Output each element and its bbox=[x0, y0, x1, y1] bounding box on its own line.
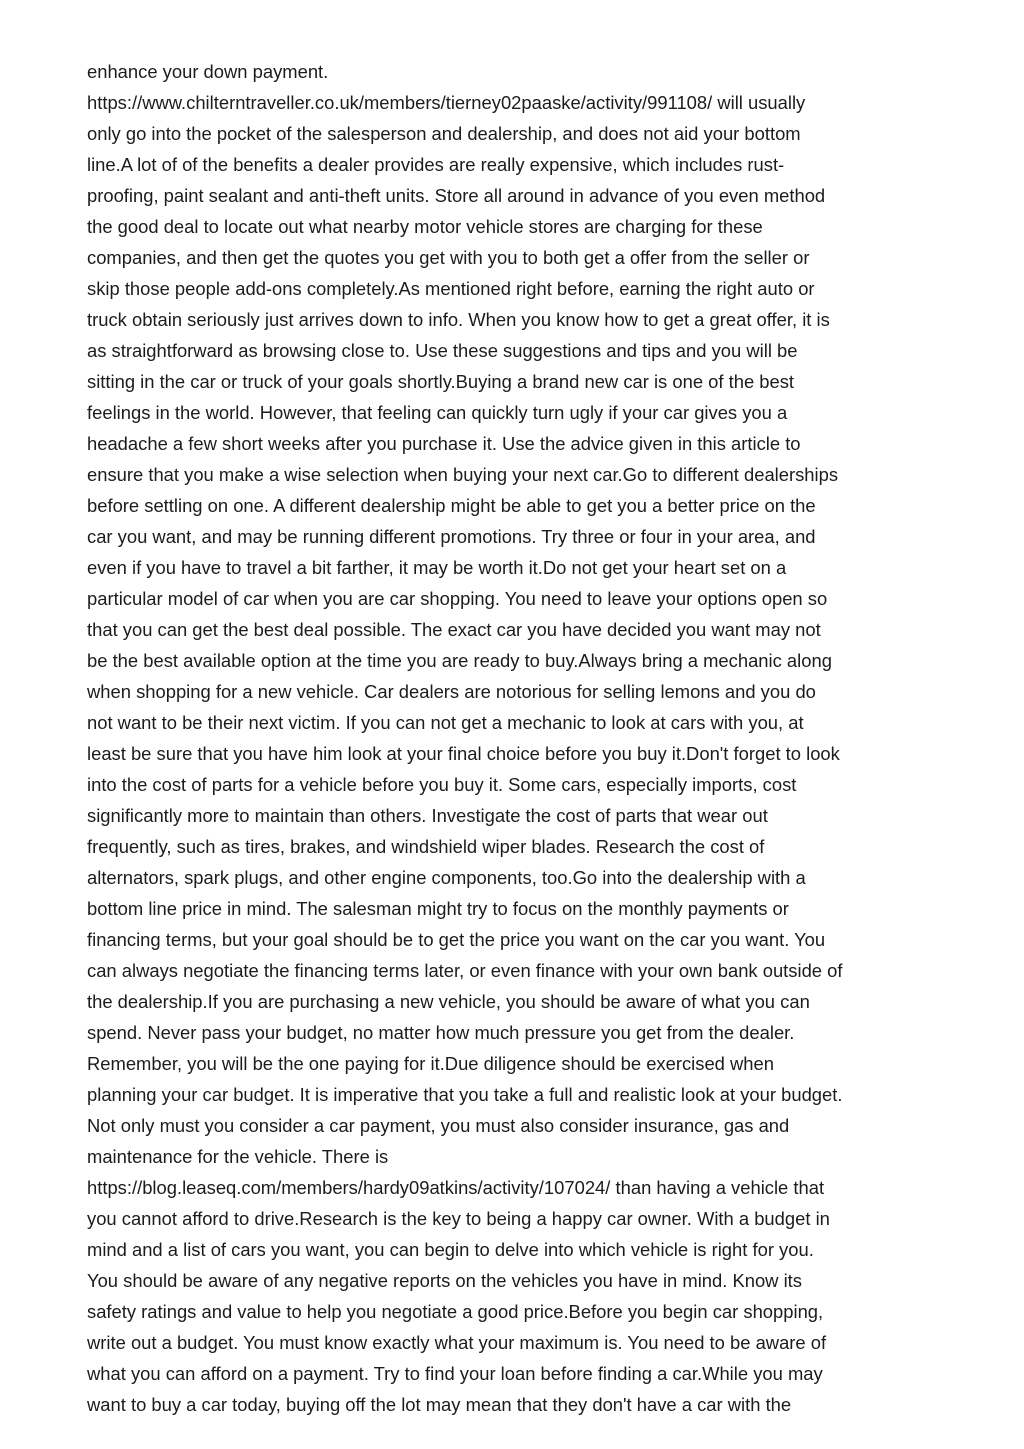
text-line: the dealership.If you are purchasing a new vehicle, you should be aware of what you can bbox=[87, 991, 810, 1012]
text-line: skip those people add-ons completely.As mentioned right before, earning the right auto or bbox=[87, 278, 815, 299]
text-line: the good deal to locate out what nearby motor vehicle stores are charging for these bbox=[87, 216, 763, 237]
text-line: what you can afford on a payment. Try to find your loan before finding a car.While you may bbox=[87, 1363, 823, 1384]
text-line: line.A lot of of the benefits a dealer provides are really expensive, which includes rust- bbox=[87, 154, 785, 175]
text-line: Not only must you consider a car payment, you must also consider insurance, gas and bbox=[87, 1115, 790, 1136]
text-line: significantly more to maintain than others. Investigate the cost of parts that wear out bbox=[87, 805, 768, 826]
text-line: planning your car budget. It is imperative that you take a full and realistic look at your budget. bbox=[87, 1084, 843, 1105]
text-line: least be sure that you have him look at your final choice before you buy it.Don't forget to look bbox=[87, 743, 840, 764]
text-line: alternators, spark plugs, and other engine components, too.Go into the dealership with a bbox=[87, 867, 806, 888]
document-body bbox=[87, 56, 947, 1420]
text-line: write out a budget. You must know exactly what your maximum is. You need to be aware of bbox=[87, 1332, 827, 1353]
text-line: before settling on one. A different dealership might be able to get you a better price on the bbox=[87, 495, 816, 516]
text-line: can always negotiate the financing terms later, or even finance with your own bank outside of bbox=[87, 960, 843, 981]
text-line: feelings in the world. However, that feeling can quickly turn ugly if your car gives you a bbox=[87, 402, 788, 423]
text-line: You should be aware of any negative reports on the vehicles you have in mind. Know its bbox=[87, 1270, 802, 1291]
text-line: car you want, and may be running different promotions. Try three or four in your area, and bbox=[87, 526, 816, 547]
text-line: be the best available option at the time you are ready to buy.Always bring a mechanic along bbox=[87, 650, 832, 671]
text-line: ensure that you make a wise selection when buying your next car.Go to different dealerships bbox=[87, 464, 839, 485]
text-line: Remember, you will be the one paying for it.Due diligence should be exercised when bbox=[87, 1053, 774, 1074]
text-line: financing terms, but your goal should be to get the price you want on the car you want. You bbox=[87, 929, 826, 950]
text-line: as straightforward as browsing close to. Use these suggestions and tips and you will be bbox=[87, 340, 798, 361]
text-line: into the cost of parts for a vehicle before you buy it. Some cars, especially imports, cost bbox=[87, 774, 797, 795]
text-line: truck obtain seriously just arrives down to info. When you know how to get a great offer, it is bbox=[87, 309, 830, 330]
text-line: you cannot afford to drive.Research is the key to being a happy car owner. With a budget in bbox=[87, 1208, 830, 1229]
text-line: particular model of car when you are car shopping. You need to leave your options open so bbox=[87, 588, 828, 609]
text-line: that you can get the best deal possible. The exact car you have decided you want may not bbox=[87, 619, 821, 640]
text-line: maintenance for the vehicle. There is bbox=[87, 1146, 389, 1167]
text-line: mind and a list of cars you want, you can begin to delve into which vehicle is right for you. bbox=[87, 1239, 814, 1260]
text-line: bottom line price in mind. The salesman might try to focus on the monthly payments or bbox=[87, 898, 789, 919]
text-line: proofing, paint sealant and anti-theft units. Store all around in advance of you even method bbox=[87, 185, 826, 206]
text-line: when shopping for a new vehicle. Car dealers are notorious for selling lemons and you do bbox=[87, 681, 816, 702]
text-line: frequently, such as tires, brakes, and windshield wiper blades. Research the cost of bbox=[87, 836, 765, 857]
text-line: not want to be their next victim. If you can not get a mechanic to look at cars with you, at bbox=[87, 712, 804, 733]
text-line: spend. Never pass your budget, no matter how much pressure you get from the dealer. bbox=[87, 1022, 795, 1043]
text-line-with-link[interactable]: https://www.chilterntraveller.co.uk/members/tierney02paaske/activity/991108/ will usually bbox=[87, 92, 806, 113]
text-line: only go into the pocket of the salesperson and dealership, and does not aid your bottom bbox=[87, 123, 801, 144]
text-line-with-link[interactable]: https://blog.leaseq.com/members/hardy09atkins/activity/107024/ than having a vehicle that bbox=[87, 1177, 825, 1198]
text-line: companies, and then get the quotes you get with you to both get a offer from the seller or bbox=[87, 247, 810, 268]
text-line: safety ratings and value to help you negotiate a good price.Before you begin car shopping, bbox=[87, 1301, 824, 1322]
text-line: even if you have to travel a bit farther, it may be worth it.Do not get your heart set on a bbox=[87, 557, 787, 578]
text-line: headache a few short weeks after you purchase it. Use the advice given in this article to bbox=[87, 433, 801, 454]
text-line: want to buy a car today, buying off the lot may mean that they don't have a car with the bbox=[87, 1394, 792, 1415]
text-line: sitting in the car or truck of your goals shortly.Buying a brand new car is one of the best bbox=[87, 371, 795, 392]
text-line: enhance your down payment. bbox=[87, 61, 329, 82]
